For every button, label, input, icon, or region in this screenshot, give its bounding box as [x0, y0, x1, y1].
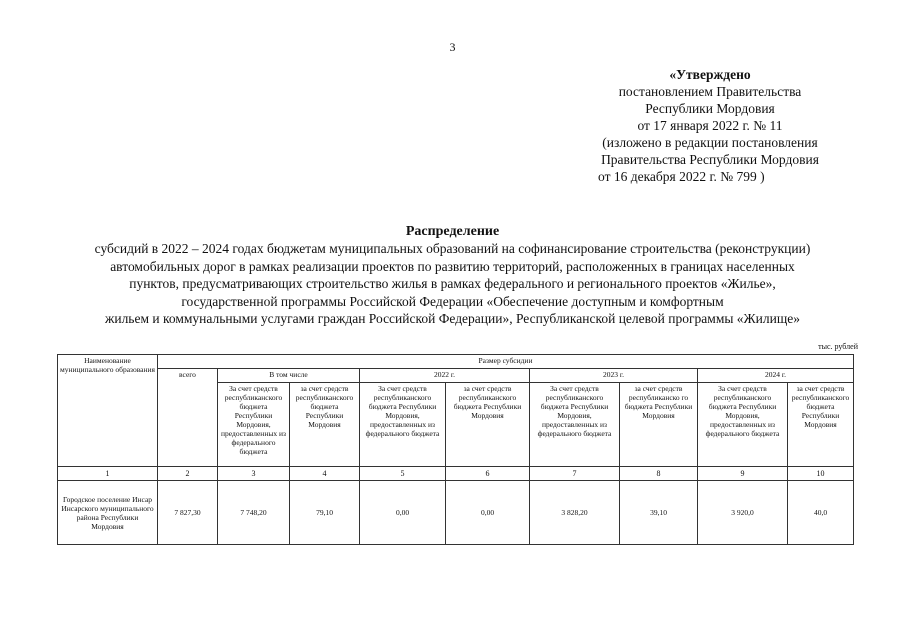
col-number: 5	[360, 467, 446, 481]
municipality-name: Городское поселение Инсар Инсарского муниципального района Республики Мордовия	[58, 481, 158, 545]
col-number: 4	[290, 467, 360, 481]
subtitle-line: государственной программы Российской Федерации «Обеспечение доступным и комфортным	[181, 293, 724, 309]
col-label: за счет средств республиканско го бюджета Республики Мордовия	[620, 383, 698, 467]
col-number: 10	[788, 467, 854, 481]
value-federal-total: 7 748,20	[218, 481, 290, 545]
col-number: 7	[530, 467, 620, 481]
approval-line: постановлением Правительства	[618, 84, 802, 99]
col-number: 2	[158, 467, 218, 481]
value-republic-total: 79,10	[290, 481, 360, 545]
header-year-2022: 2022 г.	[360, 369, 530, 383]
col-label: За счет средств республиканского бюджета Республики Мордовия, предоставленных из федерального бюджета	[698, 383, 788, 467]
subtitle-line: субсидий в 2022 – 2024 годах бюджетам муниципальных образований на софинансирование строительства (реконструкции)	[94, 241, 811, 256]
approval-block	[560, 66, 860, 185]
units-label: тыс. рублей	[818, 342, 858, 351]
page-number: 3	[449, 40, 456, 54]
header-year-2023: 2023 г.	[530, 369, 698, 383]
col-label: за счет средств республиканского бюджета Республики Мордовия	[446, 383, 530, 467]
approval-heading: «Утверждено	[669, 67, 751, 82]
value-federal-2024: 3 920,0	[698, 481, 788, 545]
value-total: 7 827,30	[158, 481, 218, 545]
value-republic-2022: 0,00	[446, 481, 530, 545]
subtitle-line: пунктов, предусматривающих строительство жилья в рамках федерального и регионального проектов «Жилье»,	[129, 276, 776, 291]
value-federal-2022: 0,00	[360, 481, 446, 545]
header-year-2024: 2024 г.	[698, 369, 854, 383]
approval-line: (изложено в редакции постановления	[602, 135, 818, 150]
approval-line: Правительства Республики Мордовия	[601, 152, 819, 167]
col-label: За счет средств республиканского бюджета Республики Мордовия, предоставленных из федерального бюджета	[530, 383, 620, 467]
value-republic-2024: 40,0	[788, 481, 854, 545]
approval-date-line: от 16 декабря 2022 г. № 799 )	[598, 169, 765, 184]
col-number: 8	[620, 467, 698, 481]
approval-line: Республики Мордовия	[645, 101, 775, 116]
col-number: 1	[58, 467, 158, 481]
approval-line: от 17 января 2022 г. № 11	[637, 118, 783, 133]
value-republic-2023: 39,10	[620, 481, 698, 545]
value-federal-2023: 3 828,20	[530, 481, 620, 545]
table-row	[58, 481, 854, 545]
document-subtitle	[30, 240, 875, 328]
header-subsidy-size: Размер субсидии	[158, 355, 854, 369]
header-total: всего	[158, 369, 218, 467]
col-label: за счет средств республиканского бюджета Республики Мордовия	[290, 383, 360, 467]
header-including: В том числе	[218, 369, 360, 383]
subtitle-line: автомобильных дорог в рамках реализации проектов по развитию территорий, расположенных в границах населенных	[110, 258, 795, 274]
document-title: Распределение	[405, 224, 500, 239]
col-label: за счет средств республиканского бюджета Республики Мордовия	[788, 383, 854, 467]
subtitle-line: жильем и коммунальными услугами граждан Российской Федерации», Республиканской целевой программы «Жилище»	[105, 311, 800, 326]
col-number: 9	[698, 467, 788, 481]
col-label: За счет средств республиканского бюджета Республики Мордовия, предоставленных из федерального бюджета	[218, 383, 290, 467]
col-number: 6	[446, 467, 530, 481]
col-label: За счет средств республиканского бюджета Республики Мордовия, предоставленных из федерального бюджета	[360, 383, 446, 467]
header-municipality: Наименование муниципального образования	[58, 355, 158, 467]
subsidy-table	[57, 354, 854, 545]
col-number: 3	[218, 467, 290, 481]
